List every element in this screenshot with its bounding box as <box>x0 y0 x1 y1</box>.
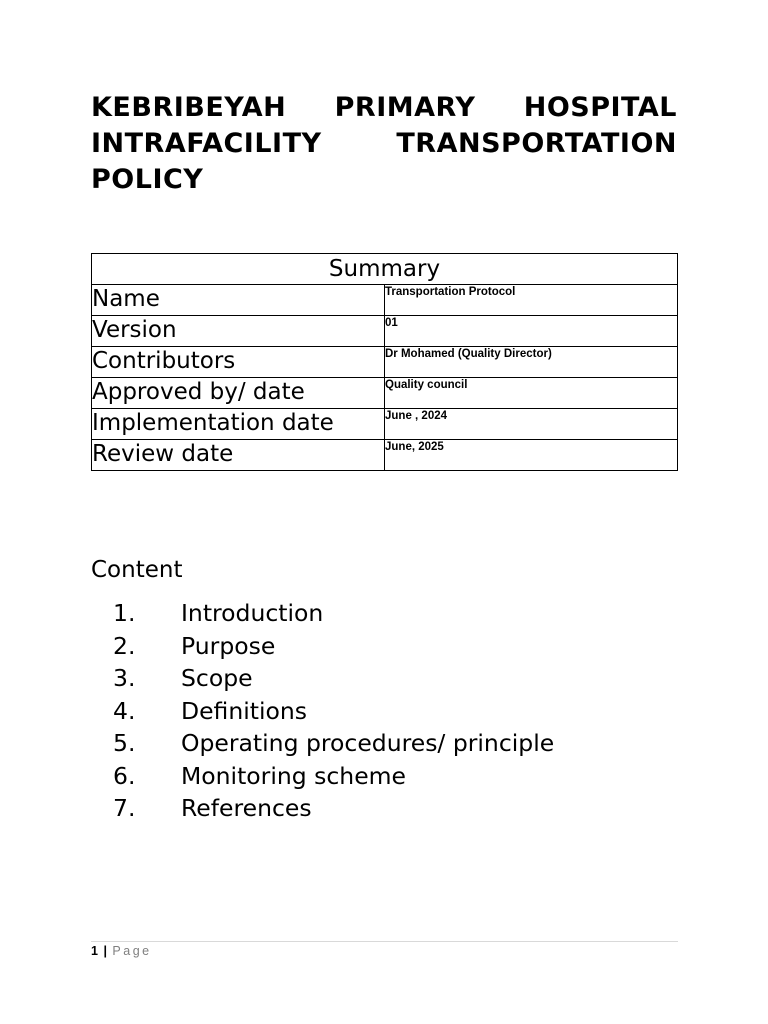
title-word: TRANSPORTATION <box>396 128 677 159</box>
summary-value: June , 2024 <box>385 409 678 440</box>
page-label: Page <box>112 944 152 958</box>
summary-label: Review date <box>92 440 385 471</box>
footer-separator: | <box>103 944 107 958</box>
summary-row-contributors <box>92 347 678 378</box>
summary-row-version <box>92 316 678 347</box>
summary-value: June, 2025 <box>385 440 678 471</box>
summary-value: Transportation Protocol <box>385 285 678 316</box>
summary-label: Implementation date <box>92 409 385 440</box>
title-word: INTRAFACILITY <box>91 128 322 159</box>
title-line-3 <box>91 162 677 198</box>
list-item-text: Purpose <box>181 631 276 660</box>
list-item-number: 6. <box>113 761 136 790</box>
title-word: HOSPITAL <box>523 92 677 123</box>
list-item-number: 2. <box>113 631 136 660</box>
summary-value: Dr Mohamed (Quality Director) <box>385 347 678 378</box>
summary-row-approved <box>92 378 678 409</box>
footer-divider <box>91 941 678 942</box>
list-item-number: 5. <box>113 729 136 757</box>
page-number: 1 <box>91 944 98 958</box>
title-line-2 <box>91 126 677 162</box>
title-word: POLICY <box>91 164 204 195</box>
title-word: PRIMARY <box>334 92 476 123</box>
summary-label: Name <box>92 285 385 316</box>
page-footer <box>91 943 152 959</box>
list-item-number: 1. <box>113 599 136 627</box>
list-item-text: Monitoring scheme <box>181 761 407 790</box>
title-word: KEBRIBEYAH <box>91 92 287 123</box>
list-item-text: Scope <box>181 664 253 692</box>
summary-row-review <box>92 440 678 471</box>
summary-label: Version <box>92 316 385 347</box>
summary-table <box>91 253 678 471</box>
summary-row-implementation <box>92 409 678 440</box>
list-item-text: Operating procedures/ principle <box>181 729 555 757</box>
summary-header-row <box>92 254 678 285</box>
summary-label: Contributors <box>92 347 385 378</box>
document-title <box>91 90 677 198</box>
list-item-number: 4. <box>113 696 136 725</box>
title-line-1 <box>91 90 677 126</box>
summary-value: Quality council <box>385 378 678 409</box>
summary-label: Approved by/ date <box>92 378 385 409</box>
summary-value: 01 <box>385 316 678 347</box>
list-item-number: 7. <box>113 794 136 822</box>
list-item-number: 3. <box>113 664 136 692</box>
summary-row-name <box>92 285 678 316</box>
summary-heading: Summary <box>92 254 678 285</box>
list-item-text: Definitions <box>181 696 308 725</box>
content-heading: Content <box>91 557 183 583</box>
list-item-text: Introduction <box>181 599 324 627</box>
list-item-text: References <box>181 794 312 822</box>
